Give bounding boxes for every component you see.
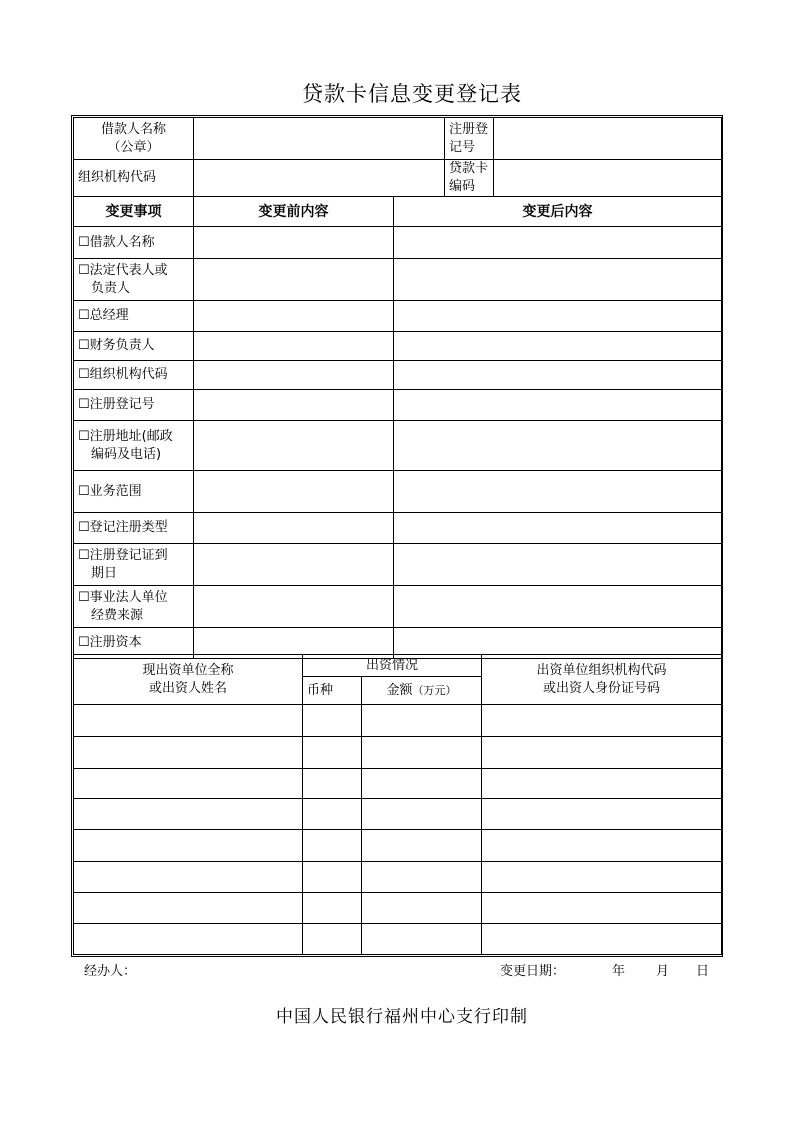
change-item-label: ☐注册地址(邮政 编码及电话) <box>74 421 194 471</box>
date-day-label: 日 <box>696 964 710 979</box>
header-row-org <box>74 160 722 197</box>
investor-code-cell[interactable] <box>482 799 722 830</box>
change-item-label: ☐法定代表人或 负责人 <box>74 259 194 301</box>
before-cell[interactable] <box>194 586 394 628</box>
change-row <box>74 513 722 544</box>
currency-cell[interactable] <box>303 705 362 737</box>
after-cell[interactable] <box>394 471 722 513</box>
before-cell[interactable] <box>194 544 394 586</box>
amount-cell[interactable] <box>362 799 482 830</box>
change-item-label: ☐登记注册类型 <box>74 513 194 544</box>
investor-row <box>74 893 722 924</box>
after-cell[interactable] <box>394 332 722 361</box>
change-row <box>74 421 722 471</box>
investor-name-cell[interactable] <box>74 862 303 893</box>
after-cell[interactable] <box>394 513 722 544</box>
change-table <box>73 117 722 659</box>
change-item-label: ☐组织机构代码 <box>74 361 194 390</box>
investor-code-cell[interactable] <box>482 769 722 799</box>
change-row <box>74 332 722 361</box>
investor-row <box>74 862 722 893</box>
change-header-row <box>74 197 722 227</box>
investor-row <box>74 924 722 955</box>
change-item-label: ☐注册资本 <box>74 628 194 659</box>
borrower-name-field[interactable] <box>194 118 445 160</box>
investor-name-cell[interactable] <box>74 769 303 799</box>
form-title: 贷款卡信息变更登记表 <box>302 82 522 106</box>
before-cell[interactable] <box>194 390 394 421</box>
after-cell[interactable] <box>394 301 722 332</box>
change-row <box>74 471 722 513</box>
investor-name-cell[interactable] <box>74 830 303 862</box>
card-no-label: 贷款卡编码 <box>445 160 494 197</box>
change-row <box>74 586 722 628</box>
currency-cell[interactable] <box>303 862 362 893</box>
before-cell[interactable] <box>194 471 394 513</box>
investor-name-header: 现出资单位全称 或出资人姓名 <box>74 655 303 705</box>
change-row <box>74 390 722 421</box>
change-date-label: 变更日期： <box>500 964 566 979</box>
before-cell[interactable] <box>194 421 394 471</box>
after-cell[interactable] <box>394 586 722 628</box>
change-row <box>74 361 722 390</box>
after-cell[interactable] <box>394 421 722 471</box>
change-row <box>74 544 722 586</box>
change-row <box>74 301 722 332</box>
investor-code-cell[interactable] <box>482 737 722 769</box>
change-item-label: ☐总经理 <box>74 301 194 332</box>
change-item-label: ☐注册登记号 <box>74 390 194 421</box>
investor-row <box>74 830 722 862</box>
amount-header: 金额（万元） <box>362 677 482 705</box>
col-item-header: 变更事项 <box>74 197 194 227</box>
before-cell[interactable] <box>194 259 394 301</box>
after-cell[interactable] <box>394 361 722 390</box>
change-row <box>74 259 722 301</box>
reg-no-field[interactable] <box>494 118 722 160</box>
handler-label: 经办人： <box>84 964 137 979</box>
date-year-label: 年 <box>612 964 626 979</box>
investor-header-row <box>74 655 722 677</box>
header-row-borrower <box>74 118 722 160</box>
amount-cell[interactable] <box>362 893 482 924</box>
investor-row <box>74 737 722 769</box>
col-after-header: 变更后内容 <box>394 197 722 227</box>
amount-cell[interactable] <box>362 705 482 737</box>
change-row <box>74 227 722 259</box>
change-item-label: ☐财务负责人 <box>74 332 194 361</box>
borrower-name-label: 借款人名称 （公章） <box>74 118 194 160</box>
investor-code-header: 出资单位组织机构代码 或出资人身份证号码 <box>482 655 722 705</box>
investor-code-cell[interactable] <box>482 862 722 893</box>
reg-no-label: 注册登记号 <box>445 118 494 160</box>
investor-code-cell[interactable] <box>482 705 722 737</box>
currency-header: 币种 <box>303 677 362 705</box>
after-cell[interactable] <box>394 259 722 301</box>
investor-table <box>73 654 722 955</box>
currency-cell[interactable] <box>303 830 362 862</box>
footer-printer: 中国人民银行福州中心支行印制 <box>276 1007 528 1027</box>
investor-name-cell[interactable] <box>74 893 303 924</box>
currency-cell[interactable] <box>303 893 362 924</box>
investor-code-cell[interactable] <box>482 924 722 955</box>
before-cell[interactable] <box>194 361 394 390</box>
amount-cell[interactable] <box>362 737 482 769</box>
currency-cell[interactable] <box>303 924 362 955</box>
amount-cell[interactable] <box>362 862 482 893</box>
org-code-label: 组织机构代码 <box>74 160 194 197</box>
col-before-header: 变更前内容 <box>194 197 394 227</box>
after-cell[interactable] <box>394 390 722 421</box>
currency-cell[interactable] <box>303 769 362 799</box>
after-cell[interactable] <box>394 227 722 259</box>
investor-row <box>74 769 722 799</box>
change-item-label: ☐借款人名称 <box>74 227 194 259</box>
investment-header: 出资情况 <box>303 655 482 677</box>
change-item-label: ☐注册登记证到 期日 <box>74 544 194 586</box>
currency-cell[interactable] <box>303 737 362 769</box>
investor-name-cell[interactable] <box>74 799 303 830</box>
before-cell[interactable] <box>194 301 394 332</box>
change-item-label: ☐业务范围 <box>74 471 194 513</box>
investor-name-cell[interactable] <box>74 924 303 955</box>
date-month-label: 月 <box>656 964 670 979</box>
before-cell[interactable] <box>194 227 394 259</box>
change-item-label: ☐事业法人单位 经费来源 <box>74 586 194 628</box>
investor-row <box>74 705 722 737</box>
investor-name-cell[interactable] <box>74 737 303 769</box>
before-cell[interactable] <box>194 513 394 544</box>
amount-cell[interactable] <box>362 830 482 862</box>
amount-cell[interactable] <box>362 924 482 955</box>
org-code-field[interactable] <box>194 160 445 197</box>
investor-row <box>74 799 722 830</box>
after-cell[interactable] <box>394 544 722 586</box>
investor-code-cell[interactable] <box>482 893 722 924</box>
amount-cell[interactable] <box>362 769 482 799</box>
currency-cell[interactable] <box>303 799 362 830</box>
investor-code-cell[interactable] <box>482 830 722 862</box>
card-no-field[interactable] <box>494 160 722 197</box>
investor-name-cell[interactable] <box>74 705 303 737</box>
before-cell[interactable] <box>194 332 394 361</box>
